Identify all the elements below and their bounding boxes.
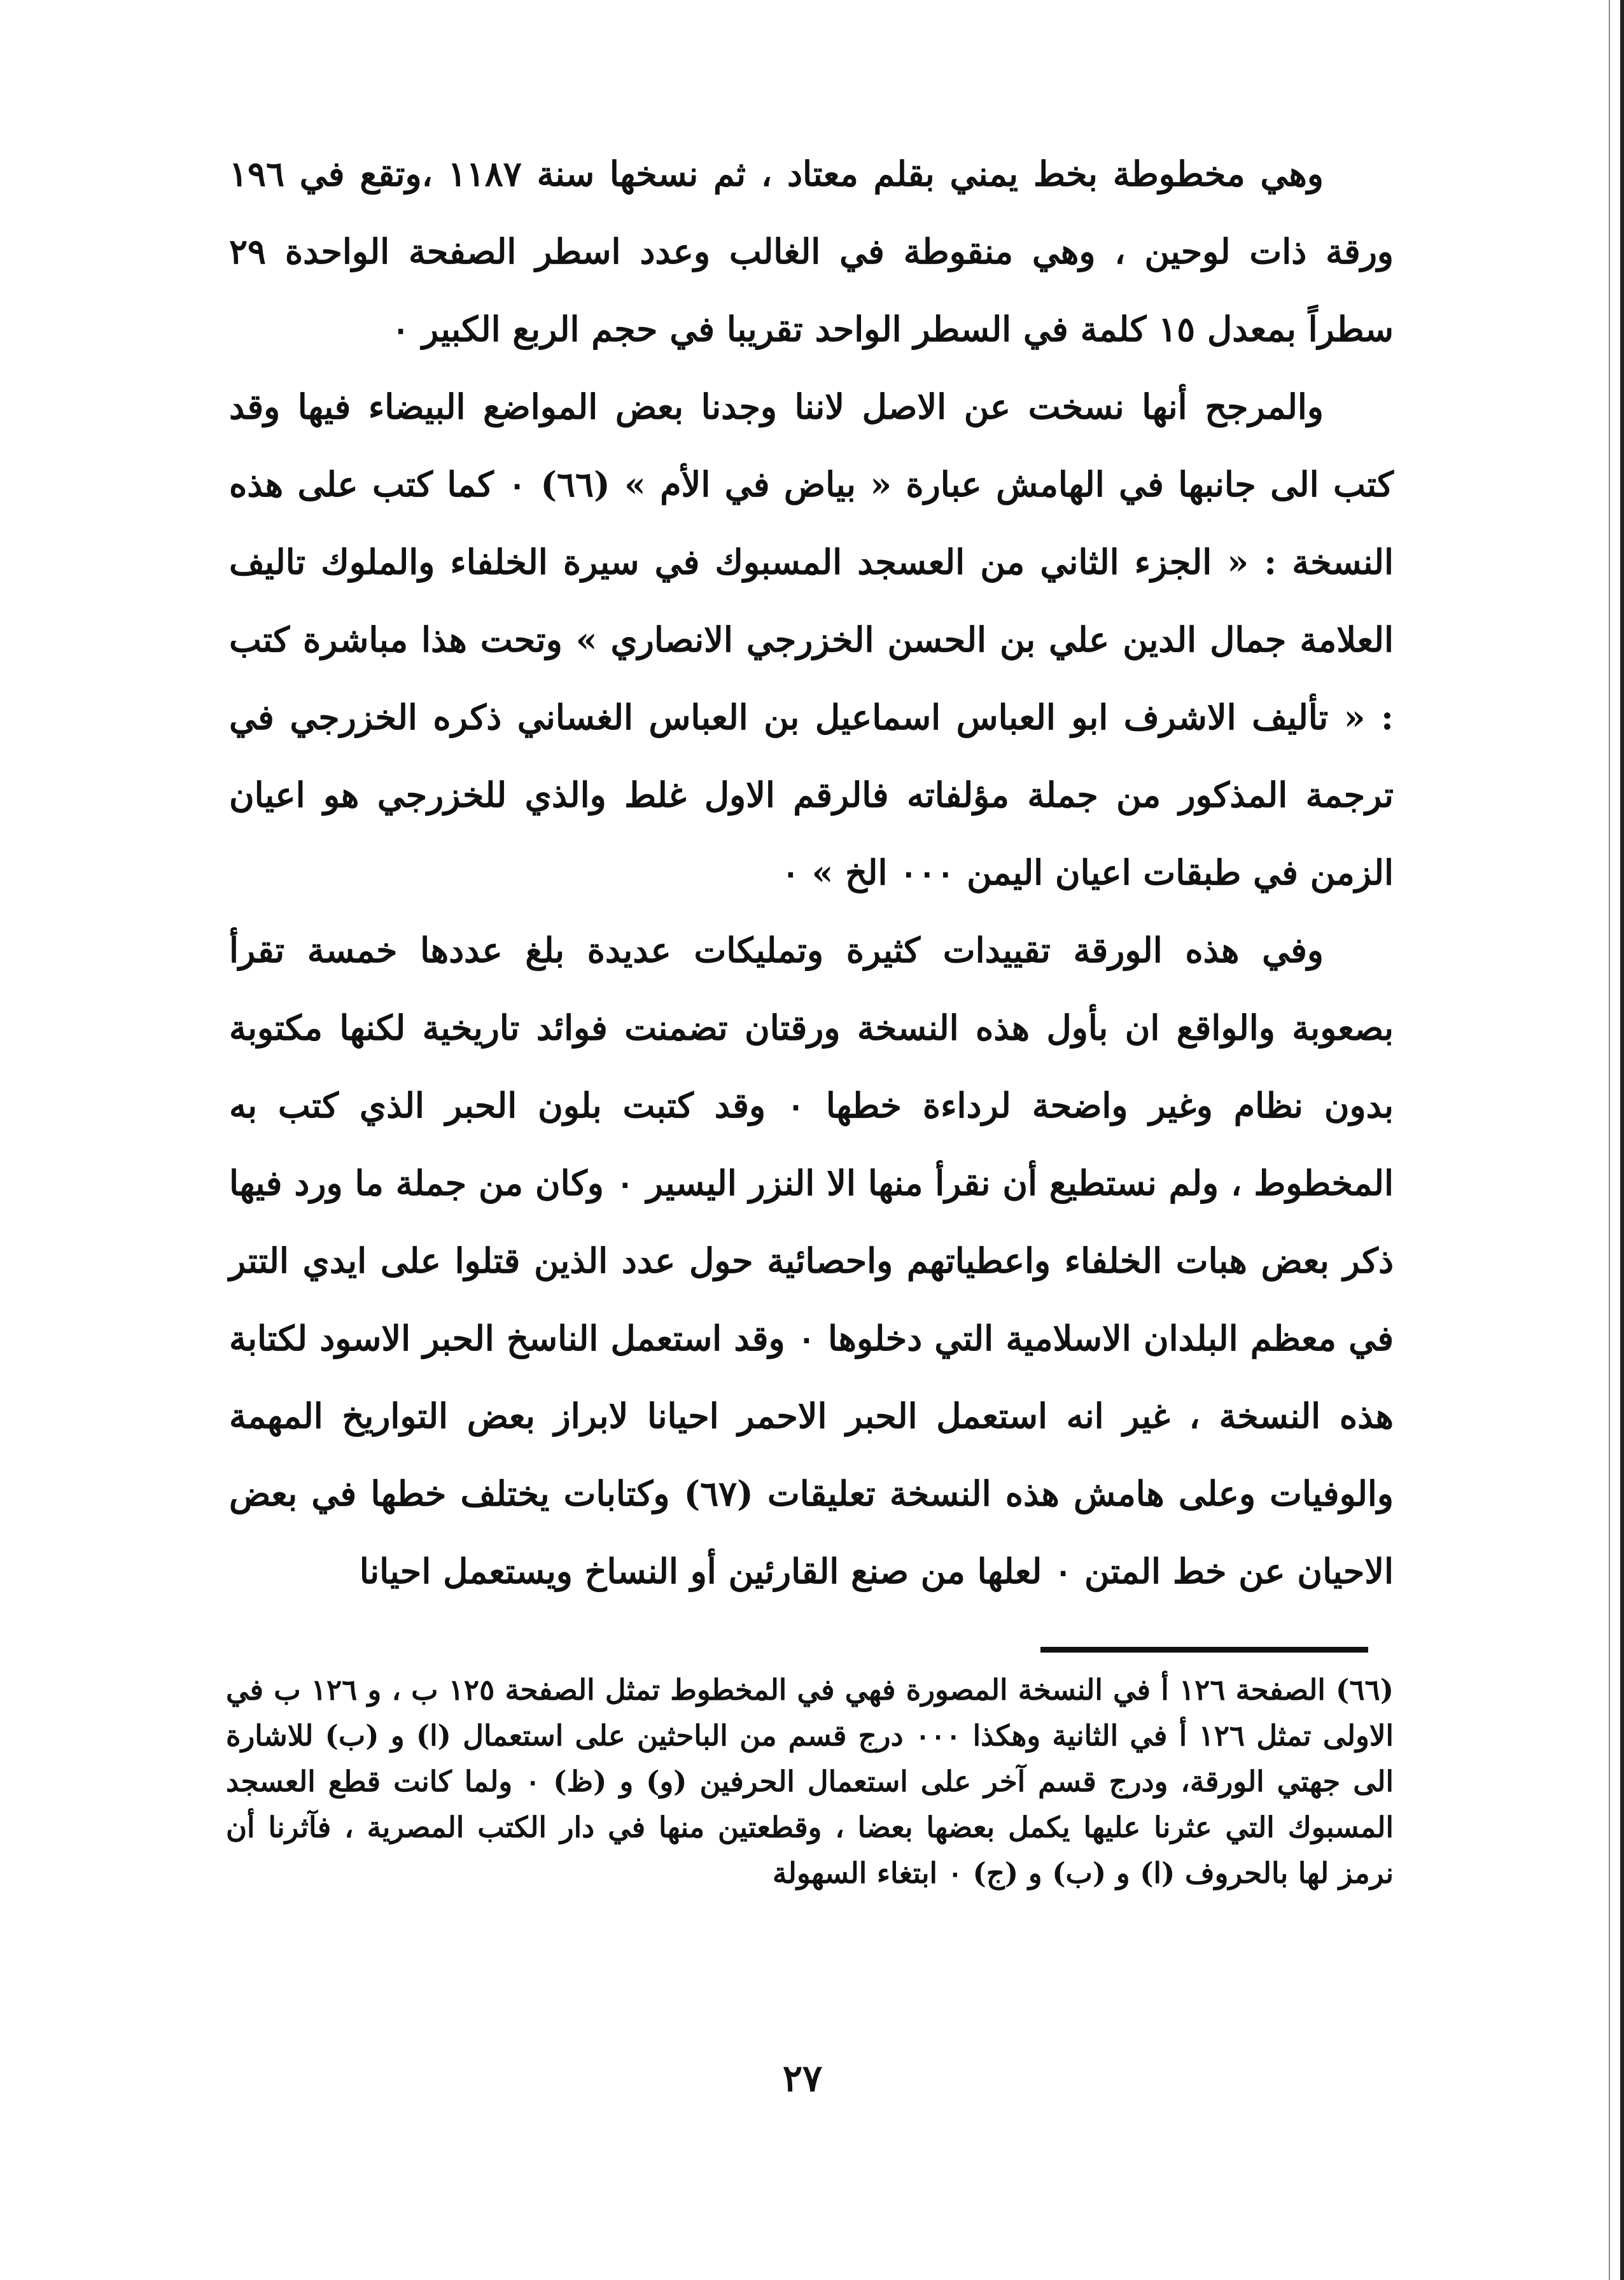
main-body-text	[229, 135, 1394, 1610]
footnotes-section	[226, 1667, 1394, 1896]
paragraph-3: وفي هذه الورقة تقييدات كثيرة وتمليكات عديدة بلغ عددها خمسة تقرأ بصعوبة والواقع ان بأول هذه النسخة ورقتان تضمنت فوائد تاريخية لكنها مكتوبة بدون نظام وغير واضحة لرداءة خطها ٠ وقد كتبت بلون الحبر الذي كتب به المخطوط ، ولم نستطيع أن نقرأ منها الا النزر اليسير ٠ وكان من جملة ما ورد فيها ذكر بعض هبات الخلفاء واعطياتهم واحصائية حول عدد الذين قتلوا على ايدي التتر في معظم البلدان الاسلامية التي دخلوها ٠ وقد استعمل الناسخ الحبر الاسود لكتابة هذه النسخة ، غير انه استعمل الحبر الاحمر احيانا لابراز بعض التواريخ المهمة والوفيات وعلى هامش هذه النسخة تعليقات (٦٧) وكتابات يختلف خطها في بعض الاحيان عن خط المتن ٠ لعلها من صنع القارئين أو النساخ ويستعمل احيانا	[229, 930, 1394, 1591]
page-edge-border	[1620, 0, 1624, 2280]
page-number: ٢٧	[782, 2057, 823, 2100]
page-edge-line	[1609, 0, 1610, 2280]
footnote-divider	[1040, 1647, 1368, 1653]
footnote-66: (٦٦) الصفحة ١٢٦ أ في النسخة المصورة فهي في المخطوط تمثل الصفحة ١٢٥ ب ، و ١٢٦ ب في الاولى تمثل ١٢٦ أ في الثانية وهكذا ٠٠٠ درج قسم من الباحثين على استعمال (ا) و (ب) للاشارة الى جهتي الورقة، ودرج قسم آخر على استعمال الحرفين (و) و (ظ) ٠ ولما كانت قطع العسجد المسبوك التي عثرنا عليها يكمل بعضها بعضا ، وقطعتين منها في دار الكتب المصرية ، فآثرنا أن نرمز لها بالحروف (ا) و (ب) و (ج) ٠ ابتغاء السهولة	[226, 1673, 1394, 1890]
paragraph-2: والمرجح أنها نسخت عن الاصل لاننا وجدنا بعض المواضع البيضاء فيها وقد كتب الى جانبها في الهامش عبارة « بياض في الأم » (٦٦) ٠ كما كتب على هذه النسخة : « الجزء الثاني من العسجد المسبوك في سيرة الخلفاء والملوك تاليف العلامة جمال الدين علي بن الحسن الخزرجي الانصاري » وتحت هذا مباشرة كتب : « تأليف الاشرف ابو العباس اسماعيل بن العباس الغساني ذكره الخزرجي في ترجمة المذكور من جملة مؤلفاته فالرقم الاول غلط والذي للخزرجي هو اعيان الزمن في طبقات اعيان اليمن ٠٠٠ الخ » ٠	[229, 386, 1394, 893]
paragraph-1: وهي مخطوطة بخط يمني بقلم معتاد ، ثم نسخها سنة ١١٨٧ ،وتقع في ١٩٦ ورقة ذات لوحين ، وهي منقوطة في الغالب وعدد اسطر الصفحة الواحدة ٢٩ سطراً بمعدل ١٥ كلمة في السطر الواحد تقريبا في حجم الربع الكبير ٠	[229, 153, 1394, 349]
